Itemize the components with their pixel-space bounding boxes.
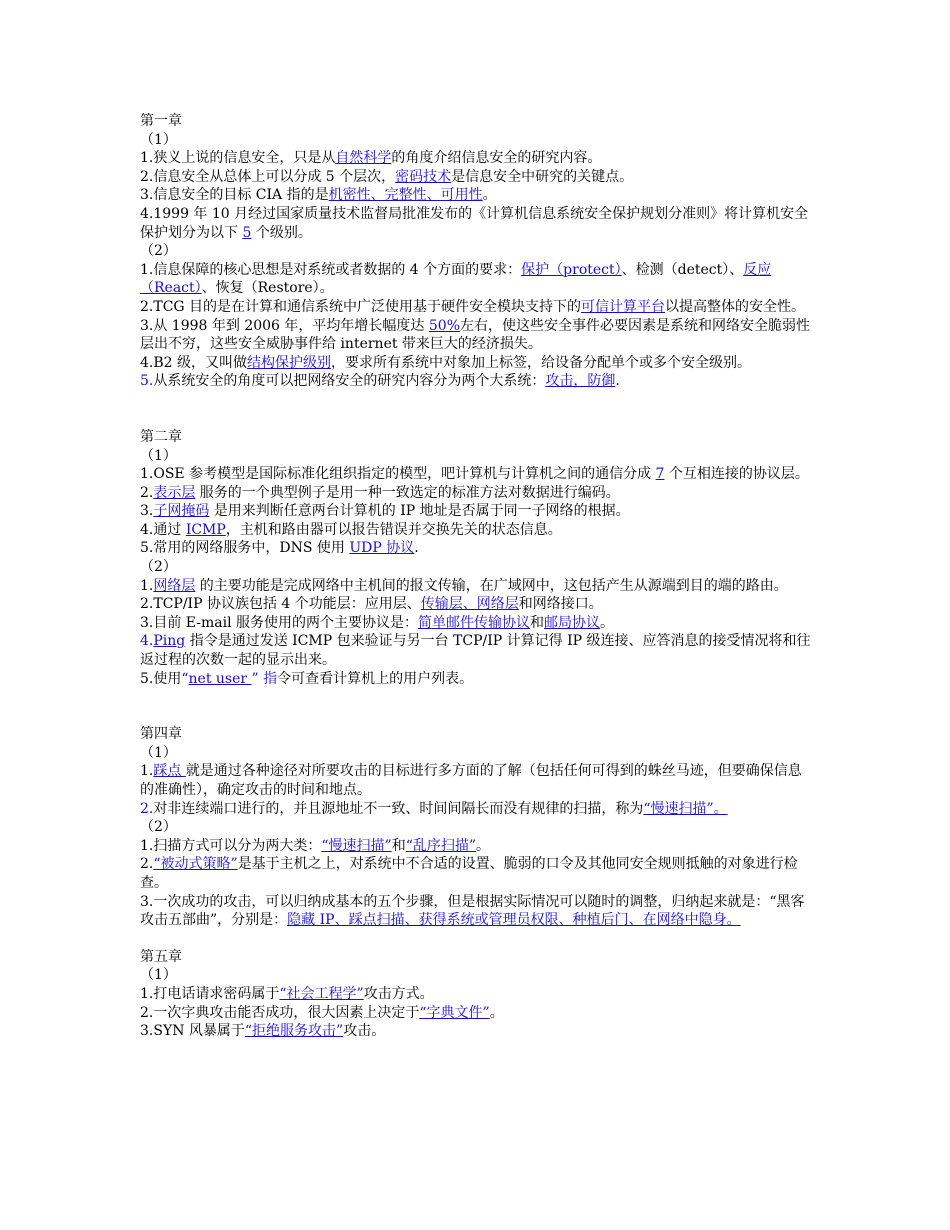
- answer-link[interactable]: 邮局协议: [544, 614, 601, 631]
- answer-link[interactable]: 子网掩码: [153, 503, 210, 520]
- answer-link[interactable]: 可信计算平台: [581, 298, 666, 315]
- chapter-1-part-1-label: （1）: [140, 131, 177, 148]
- ch4-r3: 3.一次成功的攻击，可以归纳成基本的五个步骤，但是根据实际情况可以随时的调整，归纳起来就是：“黑客攻击五部曲”，分别是：隐藏 IP、踩点扫描、获得系统或管理员权限、种植后门、在网络中隐身。: [140, 893, 805, 929]
- answer-link[interactable]: “乱序扫描”: [405, 837, 477, 854]
- ch5-q3: 3.SYN 风暴属于“拒绝服务攻击”攻击。: [140, 1023, 386, 1040]
- answer-link[interactable]: “被动式策略”: [153, 856, 238, 873]
- chapter-2-title: 第二章: [140, 428, 182, 445]
- ch2-r4: 4.Ping 指令是通过发送 ICMP 包来验证与另一台 TCP/IP 计算记得 IP 级连接、应答消息的接受情况将和往返过程的次数一起的显示出来。: [140, 633, 811, 669]
- answer-link[interactable]: ICMP: [185, 521, 226, 538]
- answer-link[interactable]: 传输层、网络层: [420, 596, 519, 613]
- answer-link[interactable]: 保护（protect）: [521, 261, 622, 278]
- answer-link[interactable]: 7: [655, 466, 665, 483]
- answer-link[interactable]: Ping: [153, 633, 186, 650]
- chapter-4-title: 第四章: [140, 726, 182, 743]
- chapter-1-part-2-label: （2）: [140, 243, 177, 260]
- answer-link[interactable]: “社会工程学”: [279, 985, 364, 1002]
- answer-link[interactable]: “字典文件”: [419, 1004, 490, 1021]
- ch1-q3: 3.信息安全的目标 CIA 指的是机密性、完整性、可用性。: [140, 187, 497, 204]
- ch2-r1: 1.网络层 的主要功能是完成网络中主机间的报文传输，在广域网中，这包括产生从源端到目的端的路由。: [140, 577, 788, 594]
- chapter-4-part-2-label: （2）: [140, 819, 177, 836]
- ch1-r1: 1.信息保障的核心思想是对系统或者数据的 4 个方面的要求：保护（protect）、检测（detect）、反应（React）、恢复（Restore）。: [140, 261, 772, 297]
- answer-link[interactable]: UDP 协议: [349, 540, 415, 557]
- answer-link[interactable]: 踩点: [153, 763, 186, 780]
- ch4-r2: 2.“被动式策略”是基于主机之上，对系统中不合适的设置、脆弱的口令及其他同安全规则抵触的对象进行检查。: [140, 856, 798, 891]
- ch2-q5: 5.常用的网络服务中，DNS 使用 UDP 协议.: [140, 540, 419, 557]
- chapter-5-title: 第五章: [140, 948, 182, 965]
- answer-link[interactable]: 网络层: [153, 577, 196, 594]
- ch4-q1: 1.踩点 就是通过各种途径对所要攻击的目标进行多方面的了解（包括任何可得到的蛛丝马迹，但要确保信息的准确性），确定攻击的时间和地点。: [140, 763, 802, 798]
- ch2-q2: 2.表示层 服务的一个典型例子是用一种一致选定的标准方法对数据进行编码。: [140, 484, 620, 501]
- answer-link[interactable]: 50%: [428, 317, 460, 334]
- answer-link[interactable]: 简单邮件传输协议: [418, 614, 531, 631]
- chapter-2-part-1-label: （1）: [140, 447, 177, 464]
- answer-link[interactable]: 反应（React）: [140, 261, 772, 297]
- chapter-1-title: 第一章: [140, 113, 182, 129]
- answer-link[interactable]: “拒绝服务攻击”: [244, 1023, 344, 1040]
- answer-link[interactable]: net user: [188, 670, 252, 687]
- ch1-r3: 3.从 1998 年到 2006 年，平均年增长幅度达 50%左右，使这些安全事件必要因素是系统和网络安全脆弱性层出不穷，这些安全威胁事件给 internet 带来巨大的经济损失。: [140, 317, 810, 353]
- ch1-r2: 2.TCG 目的是在计算和通信系统中广泛使用基于硬件安全模块支持下的可信计算平台以提高整体的安全性。: [140, 298, 806, 315]
- answer-link[interactable]: “慢速扫描”: [321, 837, 392, 854]
- ch5-q2: 2.一次字典攻击能否成功，很大因素上决定于“字典文件”。: [140, 1004, 504, 1021]
- ch1-r4: 4.B2 级，又叫做结构保护级别，要求所有系统中对象加上标签，给设备分配单个或多个安全级别。: [140, 354, 752, 371]
- ch2-q1: 1.OSE 参考模型是国际标准化组织指定的模型，吧计算机与计算机之间的通信分成 7 个互相连接的协议层。: [140, 466, 809, 483]
- ch2-r3: 3.目前 E-mail 服务使用的两个主要协议是：简单邮件传输协议和邮局协议。: [140, 614, 615, 631]
- answer-link[interactable]: 自然科学: [335, 150, 392, 167]
- ch4-q2: 2.对非连续端口进行的，并且源地址不一致、时间间隔长而没有规律的扫描，称为“慢速扫描”。: [140, 800, 728, 817]
- chapter-4-part-1-label: （1）: [140, 744, 177, 761]
- ch2-r2: 2.TCP/IP 协议族包括 4 个功能层：应用层、传输层、网络层和网络接口。: [140, 596, 603, 613]
- answer-link[interactable]: 结构保护级别: [247, 354, 332, 371]
- ch5-q1: 1.打电话请求密码属于“社会工程学”攻击方式。: [140, 985, 434, 1002]
- answer-link[interactable]: “慢速扫描”。: [643, 800, 728, 817]
- ch1-q2: 2.信息安全从总体上可以分成 5 个层次，密码技术是信息安全中研究的关键点。: [140, 168, 634, 185]
- chapter-2-part-2-label: （2）: [140, 559, 177, 576]
- ch2-q4: 4.通过 ICMP，主机和路由器可以报告错误并交换先关的状态信息。: [140, 521, 562, 538]
- ch2-q3: 3.子网掩码 是用来判断任意两台计算机的 IP 地址是否属于同一子网络的根据。: [140, 503, 630, 520]
- ch2-r5: 5.使用“net user ” 指令可查看计算机上的用户列表。: [140, 670, 474, 687]
- ch1-q1: 1.狭义上说的信息安全，只是从自然科学的角度介绍信息安全的研究内容。: [140, 150, 602, 167]
- answer-link[interactable]: 5: [242, 224, 252, 241]
- ch4-r1: 1.扫描方式可以分为两大类：“慢速扫描”和“乱序扫描”。: [140, 837, 491, 854]
- answer-link[interactable]: 隐藏 IP、踩点扫描、获得系统或管理员权限、种植后门、在网络中隐身。: [287, 912, 741, 929]
- document-body: [140, 112, 812, 1041]
- chapter-5-part-1-label: （1）: [140, 967, 177, 984]
- ch1-r5: 5.从系统安全的角度可以把网络安全的研究内容分为两个大系统：攻击，防御.: [140, 373, 620, 390]
- answer-link[interactable]: 攻击，防御: [545, 373, 616, 390]
- answer-link[interactable]: 密码技术: [395, 168, 452, 185]
- answer-link[interactable]: 机密性、完整性、可用性: [328, 187, 483, 204]
- answer-link[interactable]: 表示层: [153, 484, 196, 501]
- ch1-q4: 4.1999 年 10 月经过国家质量技术监督局批准发布的《计算机信息系统安全保护规划分准则》将计算机安全保护划分为以下 5 个级别。: [140, 205, 809, 241]
